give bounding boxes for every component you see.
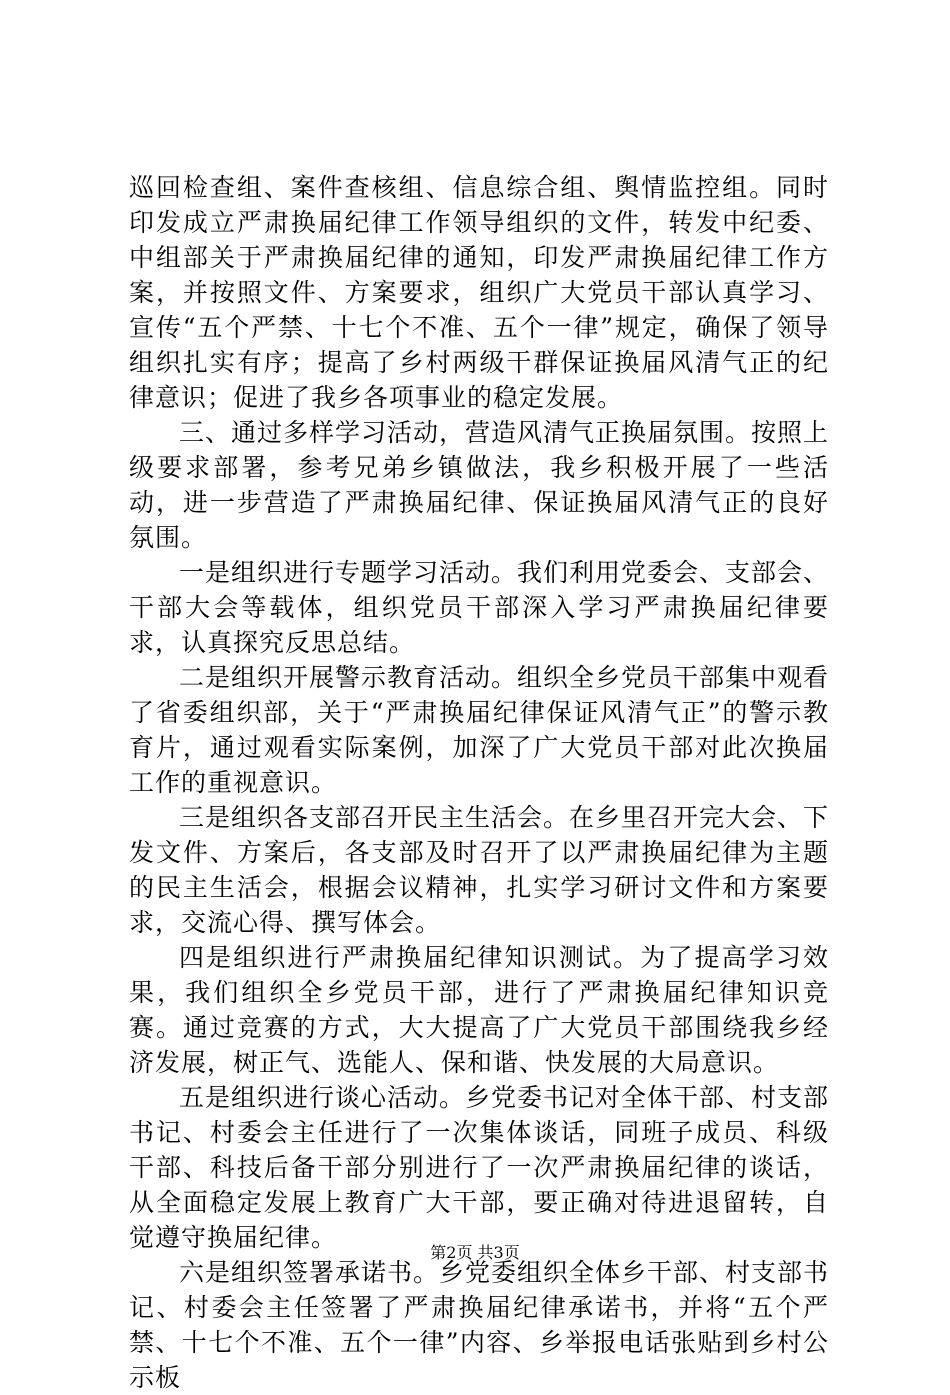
page-number-footer: 第2页 共3页: [430, 1243, 520, 1262]
paragraph-continuation: 巡回检查组、案件查核组、信息综合组、舆情监控组。同时印发成立严肃换届纪律工作领导组织的文件，转发中纪委、中组部关于严肃换届纪律的通知，印发严肃换届纪律工作方案，并按照文件、方案要求，组织广大党员干部认真学习、宣传“五个严禁、十七个不准、五个一律”规定，确保了领导组织扎实有序；提高了乡村两级干群保证换届风清气正的纪律意识；促进了我乡各项事业的稳定发展。: [129, 173, 829, 412]
paragraph-item-three: 三是组织各支部召开民主生活会。在乡里召开完大会、下发文件、方案后，各支部及时召开了以严肃换届纪律为主题的民主生活会，根据会议精神，扎实学习研讨文件和方案要求，交流心得、撰写体会。: [129, 803, 830, 937]
paragraph-item-five: 五是组织进行谈心活动。乡党委书记对全体干部、村支部书记、村委会主任进行了一次集体谈话，同班子成员、科级干部、科技后备干部分别进行了一次严肃换届纪律的谈话，从全面稳定发展上教育广大干部，要正确对待进退留转，自觉遵守换届纪律。: [129, 1083, 830, 1252]
paragraph-item-two: 二是组织开展警示教育活动。组织全乡党员干部集中观看了省委组织部，关于“严肃换届纪律保证风清气正”的警示教育片，通过观看实际案例，加深了广大党员干部对此次换届工作的重视意识。: [129, 663, 830, 797]
document-body: [129, 170, 829, 1395]
paragraph-item-one: 一是组织进行专题学习活动。我们利用党委会、支部会、干部大会等载体，组织党员干部深入学习严肃换届纪律要求，认真探究反思总结。: [129, 558, 830, 657]
paragraph-item-six: 六是组织签署承诺书。乡党委组织全体乡干部、村支部书记、村委会主任签署了严肃换届纪律承诺书，并将“五个严禁、十七个不准、五个一律”内容、乡举报电话张贴到乡村公示板: [129, 1258, 830, 1392]
paragraph-item-four: 四是组织进行严肃换届纪律知识测试。为了提高学习效果，我们组织全乡党员干部，进行了严肃换届纪律知识竞赛。通过竞赛的方式，大大提高了广大党员干部围绕我乡经济发展，树正气、选能人、保和谐、快发展的大局意识。: [129, 943, 829, 1077]
paragraph-section-three-heading: 三、通过多样学习活动，营造风清气正换届氛围。按照上级要求部署，参考兄弟乡镇做法，我乡积极开展了一些活动，进一步营造了严肃换届纪律、保证换届风清气正的良好氛围。: [129, 418, 830, 552]
